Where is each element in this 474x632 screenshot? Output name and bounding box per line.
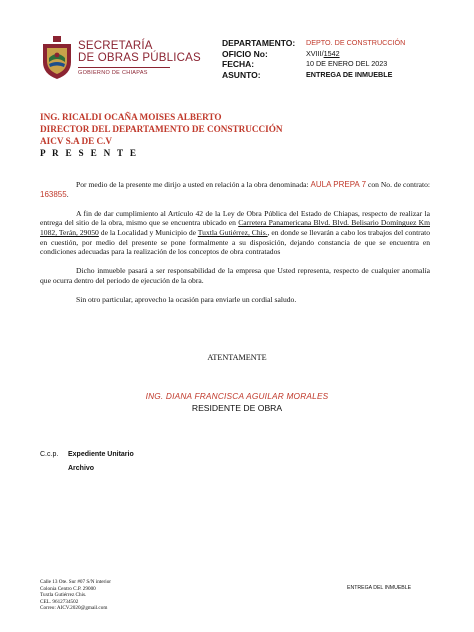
ccp-block [40, 448, 134, 475]
addressee-company: AICV S.A DE C.V [40, 136, 113, 146]
footer-address [40, 579, 111, 612]
footer-address-line: Calle 13 Ote. Sur #07 S/N interior [40, 579, 112, 585]
meta-department-row [222, 38, 405, 49]
footer-address-line: Colonia Centro C.P. 29000 [40, 585, 96, 592]
asunto-value: ENTREGA DE INMUEBLE [306, 69, 393, 79]
meta-asunto-row [222, 70, 405, 81]
footer-subject: ENTREGA DEL INMUEBLE [347, 585, 412, 591]
addressee-block [40, 111, 283, 159]
oficio-value [306, 49, 340, 60]
presente-heading: P R E S E N T E [40, 148, 139, 158]
obra-name: AULA PREPA 7 [310, 180, 367, 189]
p1-text-a: Por medio de la presente me dirijo a usted en relación a la obra denominada: [76, 180, 309, 189]
signer-role: RESIDENTE DE OBRA [191, 403, 283, 413]
oficio-label: OFICIO No: [222, 48, 268, 59]
asunto-label: ASUNTO: [222, 69, 261, 80]
department-value: DEPTO. DE CONSTRUCCIÓN [306, 38, 406, 47]
oficio-number: 1542 [323, 48, 340, 58]
ccp-label: C.c.p. [40, 451, 59, 458]
p2-text-a: A fin de dar cumplimiento al Artículo 42 de la Ley de Obra Pública del Estado de Chiapas, respecto de realizar la entrega del sitio de la obra, mismo que se encuentra ubicado en [40, 208, 430, 228]
oficio-prefix: XVIII/ [306, 48, 324, 58]
addressee-name: ING. RICALDI OCAÑA MOISES ALBERTO [40, 112, 222, 122]
ccp-row-2 [40, 462, 134, 476]
ccp-item: Archivo [68, 464, 95, 472]
paragraph-3: Dicho inmueble pasará a ser responsabilidad de la empresa que Usted representa, respecto de cualquier anomalía que ocurra dentro del periodo de ejecución de la obra. [40, 266, 430, 285]
p1-text-c: . [66, 189, 69, 199]
logo-title-line2: DE OBRAS PÚBLICAS [78, 52, 201, 64]
p2-text-b: de la Localidad y Municipio de [98, 228, 198, 237]
paragraph-2 [40, 209, 430, 258]
ccp-row-1 [40, 448, 134, 462]
p2-text-c: , en donde se llevarán a cabo los trabajos del contrato en cuestión, por medio del presente se pone formalmente a su disposición, dejando constancia de que se encuentra en condiciones adecuadas para la realización de los conceptos de obra contratados [40, 228, 430, 257]
logo-subtitle: GOBIERNO DE CHIAPAS [78, 70, 148, 76]
meta-fecha-row [222, 59, 405, 70]
site-address: Carretera Panamericana Blvd. Blvd. Belisario Domínguez Km 1082, Terán, 29050 [40, 218, 430, 237]
contract-number: 163855 [40, 189, 67, 199]
meta-oficio-row [222, 49, 405, 60]
department-label: DEPARTAMENTO: [222, 38, 296, 48]
footer-phone: CEL. 9612734502 [40, 598, 79, 605]
ccp-item: Expediente Unitario [68, 451, 134, 458]
signer-name: ING. DIANA FRANCISCA AGUILAR MORALES [145, 391, 329, 401]
paragraph-1 [40, 180, 430, 199]
paragraph-4: Sin otro particular, aprovecho la ocasión para enviarle un cordial saludo. [76, 294, 297, 304]
footer-address-line: Tuxtla Gutiérrez Chis. [40, 592, 87, 599]
logo-title-line1: SECRETARÍA [78, 40, 153, 52]
site-city: Tuxtla Gutiérrez, Chis. [197, 228, 268, 237]
letter-body [40, 180, 430, 314]
addressee-title: DIRECTOR DEL DEPARTAMENTO DE CONSTRUCCIÓN [40, 124, 283, 134]
footer-email: Correo: AICV.2020@gmail.com [40, 605, 108, 612]
document-meta [222, 38, 405, 80]
p1-text-b: con No. de contrato: [366, 180, 430, 189]
closing-text: ATENTAMENTE [207, 353, 267, 362]
fecha-label: FECHA: [222, 59, 255, 69]
secretaria-logo [78, 40, 201, 76]
government-shield-icon [40, 36, 74, 80]
logo-divider [78, 67, 170, 68]
fecha-value: 10 DE ENERO DEL 2023 [306, 59, 388, 68]
